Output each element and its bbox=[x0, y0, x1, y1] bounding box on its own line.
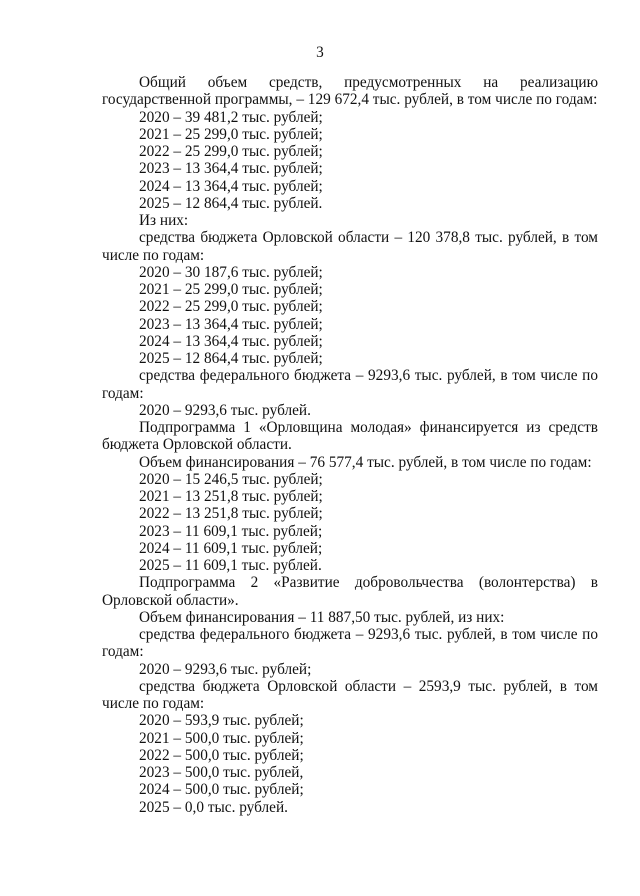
list-line: 2023 – 11 609,1 тыс. рублей; bbox=[139, 522, 323, 540]
paragraph: Подпрограмма 2 «Развитие добровольчества (волонтерства) в Орловской области». bbox=[102, 574, 598, 609]
list-line: 2022 – 25 299,0 тыс. рублей; bbox=[139, 298, 323, 316]
list-line: 2020 – 39 481,2 тыс. рублей; bbox=[139, 108, 323, 126]
list-line: 2020 – 9293,6 тыс. рублей; bbox=[139, 660, 312, 678]
list-line: 2020 – 593,9 тыс. рублей; bbox=[139, 712, 304, 730]
list-line: 2024 – 13 364,4 тыс. рублей; bbox=[139, 332, 323, 350]
list-line: 2020 – 9293,6 тыс. рублей. bbox=[139, 401, 311, 419]
document-body bbox=[102, 74, 598, 816]
list-line: 2020 – 30 187,6 тыс. рублей; bbox=[139, 263, 323, 281]
list-line: 2024 – 500,0 тыс. рублей; bbox=[139, 781, 304, 799]
page-number: 3 bbox=[316, 44, 324, 61]
list-line: 2025 – 12 864,4 тыс. рублей; bbox=[139, 350, 323, 367]
list-line: 2022 – 500,0 тыс. рублей; bbox=[139, 746, 304, 764]
paragraph: Подпрограмма 1 «Орловщина молодая» финансируется из средств бюджета Орловской области. bbox=[102, 419, 598, 454]
paragraph: средства федерального бюджета – 9293,6 тыс. рублей, в том числе по годам: bbox=[102, 367, 598, 402]
list-line: 2021 – 13 251,8 тыс. рублей; bbox=[139, 488, 323, 505]
list-line: Объем финансирования – 11 887,50 тыс. рублей, из них: bbox=[139, 608, 505, 626]
list-line: 2021 – 25 299,0 тыс. рублей; bbox=[139, 125, 323, 143]
list-line: 2023 – 500,0 тыс. рублей, bbox=[139, 764, 304, 781]
list-line: 2025 – 12 864,4 тыс. рублей. bbox=[139, 194, 323, 212]
list-line: 2022 – 13 251,8 тыс. рублей; bbox=[139, 505, 323, 523]
paragraph: Общий объем средств, предусмотренных на реализацию государственной программы, – 129 672,4 тыс. рублей, в том числе по годам: bbox=[102, 74, 598, 109]
list-line: Объем финансирования – 76 577,4 тыс. рублей, в том числе по годам: bbox=[139, 453, 592, 471]
paragraph: средства федерального бюджета – 9293,6 тыс. рублей, в том числе по годам: bbox=[102, 626, 598, 661]
list-line: 2024 – 11 609,1 тыс. рублей; bbox=[139, 539, 323, 557]
paragraph: средства бюджета Орловской области – 2593,9 тыс. рублей, в том числе по годам: bbox=[102, 677, 598, 712]
list-line: 2025 – 0,0 тыс. рублей. bbox=[139, 798, 288, 816]
list-line: 2022 – 25 299,0 тыс. рублей; bbox=[139, 143, 323, 160]
list-line: 2021 – 500,0 тыс. рублей; bbox=[139, 729, 304, 747]
list-line: Из них: bbox=[139, 212, 189, 229]
list-line: 2023 – 13 364,4 тыс. рублей; bbox=[139, 160, 323, 178]
list-line: 2024 – 13 364,4 тыс. рублей; bbox=[139, 177, 323, 195]
list-line: 2025 – 11 609,1 тыс. рублей. bbox=[139, 557, 322, 574]
list-line: 2020 – 15 246,5 тыс. рублей; bbox=[139, 470, 323, 488]
paragraph: средства бюджета Орловской области – 120 378,8 тыс. рублей, в том числе по годам: bbox=[102, 229, 598, 264]
list-line: 2023 – 13 364,4 тыс. рублей; bbox=[139, 315, 323, 333]
list-line: 2021 – 25 299,0 тыс. рублей; bbox=[139, 281, 323, 298]
